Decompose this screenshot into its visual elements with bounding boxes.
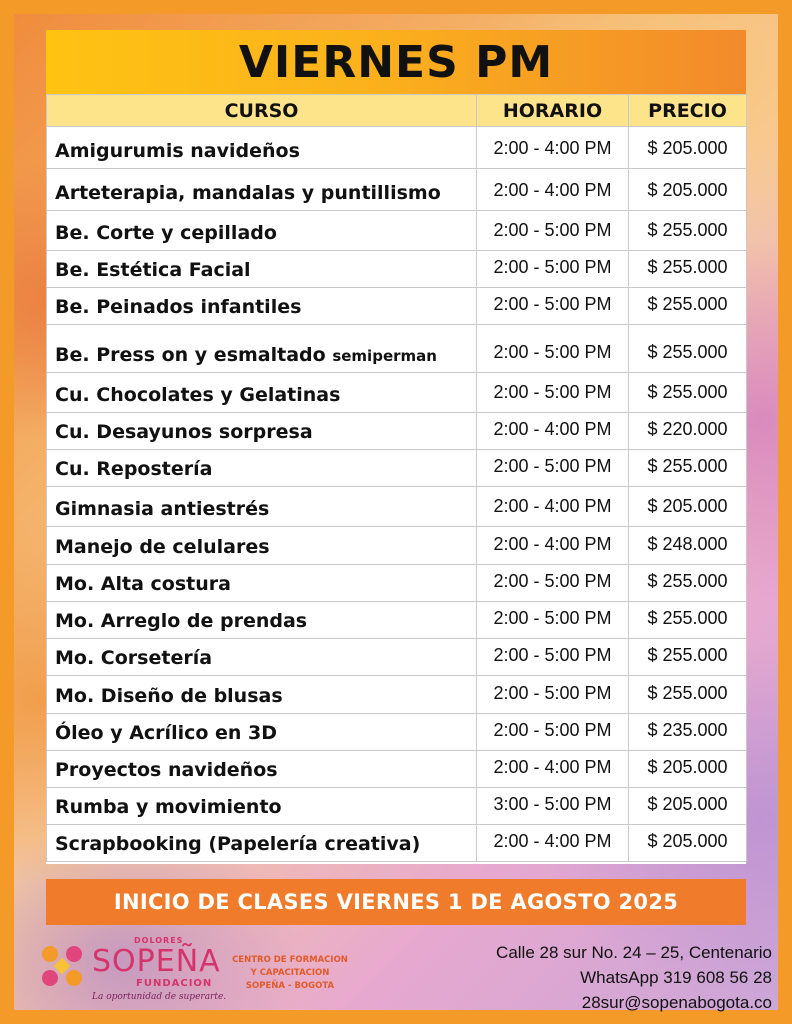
course-time: 2:00 - 5:00 PM	[477, 676, 629, 714]
course-name	[47, 169, 477, 211]
course-label: Mo. Alta costura	[55, 573, 231, 595]
course-name	[47, 413, 477, 450]
course-label: Gimnasia antiestrés	[55, 498, 270, 520]
course-time: 2:00 - 5:00 PM	[477, 639, 629, 676]
course-time: 2:00 - 5:00 PM	[477, 288, 629, 325]
table-row	[47, 487, 747, 527]
course-label: Scrapbooking (Papelería creativa)	[55, 833, 421, 855]
course-time: 2:00 - 4:00 PM	[477, 527, 629, 565]
course-time: 2:00 - 5:00 PM	[477, 373, 629, 413]
course-label: Mo. Diseño de blusas	[55, 685, 283, 707]
course-time: 2:00 - 4:00 PM	[477, 413, 629, 450]
course-label: Cu. Chocolates y Gelatinas	[55, 384, 341, 406]
sopena-logo	[28, 936, 228, 1006]
course-label: Óleo y Acrílico en 3D	[55, 722, 278, 744]
table-row	[47, 825, 747, 862]
center-info	[228, 954, 352, 993]
table-row	[47, 450, 747, 487]
course-name	[47, 751, 477, 788]
table-row	[47, 565, 747, 602]
logo-tagline: La oportunidad de superarte.	[92, 992, 227, 1002]
course-name	[47, 639, 477, 676]
table-row	[47, 127, 747, 169]
center-line-3: SOPEÑA - BOGOTA	[245, 981, 335, 991]
table-row	[47, 788, 747, 825]
course-time: 2:00 - 5:00 PM	[477, 450, 629, 487]
course-name	[47, 487, 477, 527]
course-name	[47, 825, 477, 862]
course-label: Amigurumis navideños	[55, 140, 300, 162]
course-label: Rumba y movimiento	[55, 796, 282, 818]
schedule-sheet	[46, 30, 746, 864]
course-price: $ 205.000	[629, 825, 747, 862]
course-label: Be. Peinados infantiles	[55, 296, 302, 318]
course-name	[47, 602, 477, 639]
center-line-2: Y CAPACITACION	[250, 968, 330, 978]
course-time: 2:00 - 5:00 PM	[477, 602, 629, 639]
table-row	[47, 288, 747, 325]
course-time: 2:00 - 4:00 PM	[477, 825, 629, 862]
center-line-1: CENTRO DE FORMACION	[232, 955, 348, 965]
table-row	[47, 211, 747, 251]
course-time: 2:00 - 5:00 PM	[477, 251, 629, 288]
course-price: $ 205.000	[629, 487, 747, 527]
course-label-suffix: semiperman	[332, 347, 437, 365]
course-price: $ 235.000	[629, 714, 747, 751]
logo-name: SOPEÑA	[92, 944, 221, 979]
course-price: $ 255.000	[629, 450, 747, 487]
course-price: $ 255.000	[629, 211, 747, 251]
course-price: $ 255.000	[629, 325, 747, 373]
column-header-time: HORARIO	[477, 95, 629, 127]
start-date-banner: INICIO DE CLASES VIERNES 1 DE AGOSTO 2025	[46, 879, 746, 925]
course-price: $ 255.000	[629, 676, 747, 714]
course-time: 2:00 - 5:00 PM	[477, 714, 629, 751]
course-name	[47, 788, 477, 825]
course-label: Arteterapia, mandalas y puntillismo	[55, 182, 441, 204]
course-price: $ 220.000	[629, 413, 747, 450]
course-price: $ 248.000	[629, 527, 747, 565]
course-name	[47, 325, 477, 373]
course-price: $ 205.000	[629, 751, 747, 788]
course-label: Cu. Repostería	[55, 458, 213, 480]
course-price: $ 205.000	[629, 788, 747, 825]
table-row	[47, 676, 747, 714]
table-row	[47, 373, 747, 413]
logo-pretitle: DOLORES	[134, 936, 184, 945]
course-label: Be. Press on y esmaltado	[55, 344, 326, 366]
contact-email[interactable]: 28sur@sopenabogota.co	[581, 993, 772, 1012]
course-name	[47, 373, 477, 413]
course-label: Mo. Corsetería	[55, 647, 213, 669]
course-label: Manejo de celulares	[55, 536, 270, 558]
course-time: 2:00 - 4:00 PM	[477, 751, 629, 788]
course-name	[47, 127, 477, 169]
contact-address: Calle 28 sur No. 24 – 25, Centenario	[496, 943, 772, 962]
schedule-table	[46, 94, 747, 862]
course-time: 2:00 - 5:00 PM	[477, 565, 629, 602]
course-price: $ 205.000	[629, 169, 747, 211]
column-header-price: PRECIO	[629, 95, 747, 127]
table-row	[47, 251, 747, 288]
contact-info	[412, 940, 772, 1015]
course-name	[47, 288, 477, 325]
course-label: Cu. Desayunos sorpresa	[55, 421, 313, 443]
table-row	[47, 751, 747, 788]
sopena-x-icon	[38, 942, 86, 990]
page-title: VIERNES PM	[46, 30, 746, 94]
course-name	[47, 450, 477, 487]
course-time: 2:00 - 5:00 PM	[477, 211, 629, 251]
table-row	[47, 527, 747, 565]
course-price: $ 255.000	[629, 373, 747, 413]
course-label: Be. Estética Facial	[55, 259, 251, 281]
course-name	[47, 565, 477, 602]
table-row	[47, 639, 747, 676]
course-label: Proyectos navideños	[55, 759, 278, 781]
course-name	[47, 676, 477, 714]
table-row	[47, 169, 747, 211]
column-header-course: CURSO	[47, 95, 477, 127]
table-row	[47, 325, 747, 373]
course-name	[47, 251, 477, 288]
course-label: Be. Corte y cepillado	[55, 222, 277, 244]
course-price: $ 255.000	[629, 602, 747, 639]
course-time: 2:00 - 4:00 PM	[477, 127, 629, 169]
course-price: $ 255.000	[629, 565, 747, 602]
course-time: 2:00 - 5:00 PM	[477, 325, 629, 373]
course-price: $ 255.000	[629, 251, 747, 288]
course-label: Mo. Arreglo de prendas	[55, 610, 308, 632]
course-price: $ 255.000	[629, 288, 747, 325]
table-row	[47, 413, 747, 450]
table-row	[47, 602, 747, 639]
course-time: 2:00 - 4:00 PM	[477, 487, 629, 527]
course-time: 2:00 - 4:00 PM	[477, 169, 629, 211]
course-price: $ 255.000	[629, 639, 747, 676]
course-name	[47, 527, 477, 565]
course-price: $ 205.000	[629, 127, 747, 169]
course-name	[47, 714, 477, 751]
course-time: 3:00 - 5:00 PM	[477, 788, 629, 825]
contact-whatsapp: WhatsApp 319 608 56 28	[580, 968, 772, 987]
table-header-row	[47, 95, 747, 127]
table-row	[47, 714, 747, 751]
logo-subtitle: FUNDACION	[136, 978, 213, 989]
course-name	[47, 211, 477, 251]
